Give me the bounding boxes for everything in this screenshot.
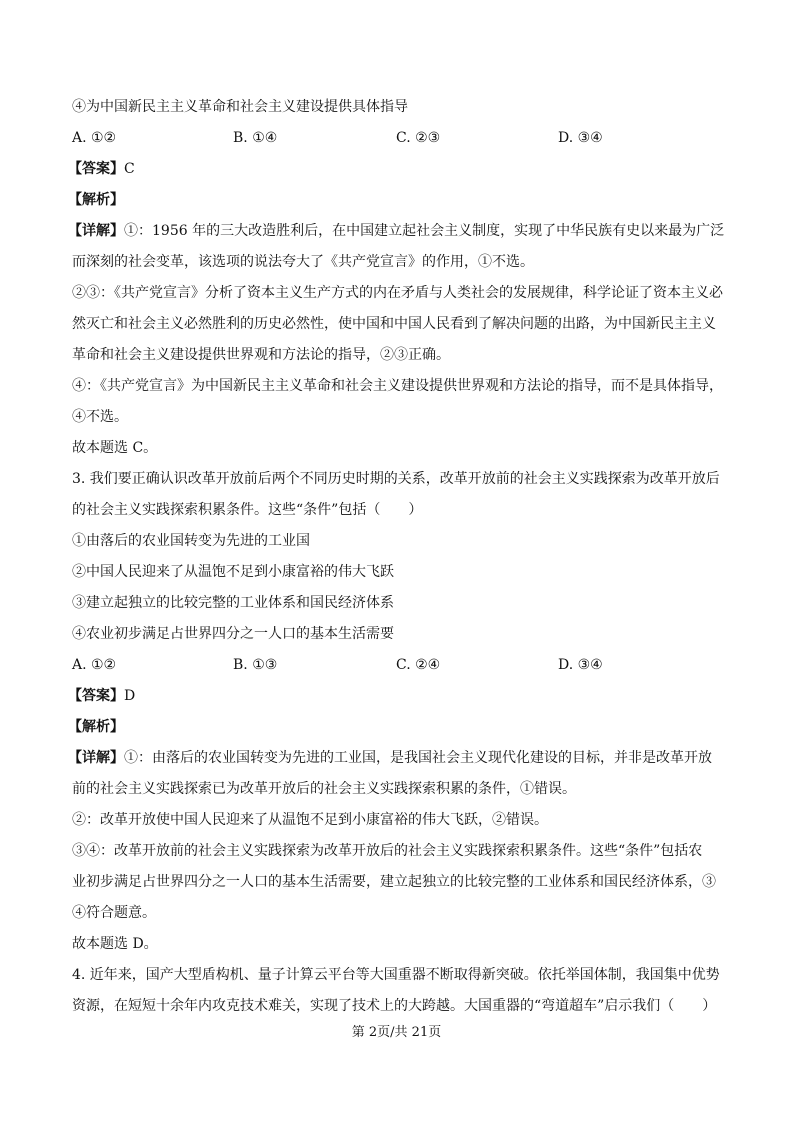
q3-detail-line-4: ③④：改革开放前的社会主义实践探索为改革开放后的社会主义实践探索积累条件。这些“条件”包括农 bbox=[72, 843, 703, 859]
option-d: D. ③④ bbox=[558, 130, 603, 146]
q3-detail-conclusion: 故本题选 D。 bbox=[72, 936, 158, 952]
q3-stem-line-1: 3. 我们要正确认识改革开放前后两个不同历史时期的关系，改革开放前的社会主义实践探索为改革开放后 bbox=[72, 471, 720, 487]
q3-item-1: ①由落后的农业国转变为先进的工业国 bbox=[72, 533, 310, 549]
prev-detail-line-4: 然灭亡和社会主义必然胜利的历史必然性，使中国和中国人民看到了解决问题的出路，为中国新民主主义 bbox=[72, 316, 716, 332]
q4-stem-line-1: 4. 近年来，国产大型盾构机、量子计算云平台等大国重器不断取得新突破。依托举国体制，我国集中优势 bbox=[72, 967, 720, 983]
answer-tag: 【答案】 bbox=[68, 688, 124, 704]
prev-detail-line-5: 革命和社会主义建设提供世界观和方法论的指导，②③正确。 bbox=[72, 347, 450, 363]
q4-stem-line-2: 资源，在短短十余年内攻克技术难关，实现了技术上的大跨越。大国重器的“弯道超车”启示我们（ ） bbox=[72, 998, 717, 1014]
option-a: A. ①② bbox=[72, 130, 117, 146]
q3-detail-line-3: ②：改革开放使中国人民迎来了从温饱不足到小康富裕的伟大飞跃，②错误。 bbox=[72, 812, 548, 828]
q3-stem-line-2: 的社会主义实践探索积累条件。这些“条件”包括（ ） bbox=[72, 502, 423, 518]
q3-answer-line bbox=[68, 681, 720, 712]
prev-detail-line-2: 而深刻的社会变革，该选项的说法夸大了《共产党宣言》的作用，①不选。 bbox=[72, 254, 534, 270]
option-d: D. ③④ bbox=[558, 657, 603, 673]
prev-detail-line-6: ④：《共产党宣言》为中国新民主主义革命和社会主义建设提供世界观和方法论的指导，而不是具体指导， bbox=[72, 378, 723, 394]
q3-analysis-line bbox=[68, 712, 720, 743]
prev-question-item-4: ④为中国新民主主义革命和社会主义建设提供具体指导 bbox=[72, 99, 408, 115]
q3-item-2: ②中国人民迎来了从温饱不足到小康富裕的伟大飞跃 bbox=[72, 564, 394, 580]
analysis-tag: 【解析】 bbox=[68, 719, 124, 735]
option-c: C. ②③ bbox=[396, 130, 441, 146]
q3-item-4: ④农业初步满足占世界四分之一人口的基本生活需要 bbox=[72, 626, 394, 642]
option-a: A. ①② bbox=[72, 657, 117, 673]
option-b: B. ①④ bbox=[233, 130, 278, 146]
detail-tag: 【详解】 bbox=[68, 223, 124, 239]
document-page bbox=[68, 92, 725, 1022]
prev-detail-conclusion: 故本题选 C。 bbox=[72, 440, 158, 456]
q3-item-3: ③建立起独立的比较完整的工业体系和国民经济体系 bbox=[72, 595, 394, 611]
answer-tag: 【答案】 bbox=[68, 161, 124, 177]
prev-detail-line-7: ④不选。 bbox=[72, 409, 128, 425]
q3-detail-line-2: 前的社会主义实践探索已为改革开放后的社会主义实践探索积累的条件，①错误。 bbox=[72, 781, 576, 797]
analysis-tag: 【解析】 bbox=[68, 192, 124, 208]
prev-answer-line bbox=[68, 154, 720, 185]
q3-detail-line-5: 业初步满足占世界四分之一人口的基本生活需要，建立起独立的比较完整的工业体系和国民经济体系，③ bbox=[72, 874, 716, 890]
q3-detail-line-6: ④符合题意。 bbox=[72, 905, 156, 921]
prev-detail-line-1 bbox=[68, 216, 725, 247]
option-b: B. ①③ bbox=[233, 657, 278, 673]
detail-text: ①：由落后的农业国转变为先进的工业国，是我国社会主义现代化建设的目标，并非是改革开放 bbox=[124, 750, 712, 766]
q3-options bbox=[72, 650, 720, 681]
detail-text: ①：1956 年的三大改造胜利后，在中国建立起社会主义制度，实现了中华民族有史以来最为广泛 bbox=[124, 223, 725, 239]
prev-question-options bbox=[72, 123, 720, 154]
prev-analysis-line bbox=[68, 185, 720, 216]
page-footer: 第 2页/共 21页 bbox=[351, 1025, 442, 1040]
answer-value: D bbox=[124, 688, 136, 704]
detail-tag: 【详解】 bbox=[68, 750, 124, 766]
answer-value: C bbox=[124, 161, 135, 177]
q3-detail-line-1 bbox=[68, 743, 720, 774]
prev-detail-line-3: ②③：《共产党宣言》分析了资本主义生产方式的内在矛盾与人类社会的发展规律，科学论证了资本主义必 bbox=[72, 285, 723, 301]
option-c: C. ②④ bbox=[396, 657, 441, 673]
